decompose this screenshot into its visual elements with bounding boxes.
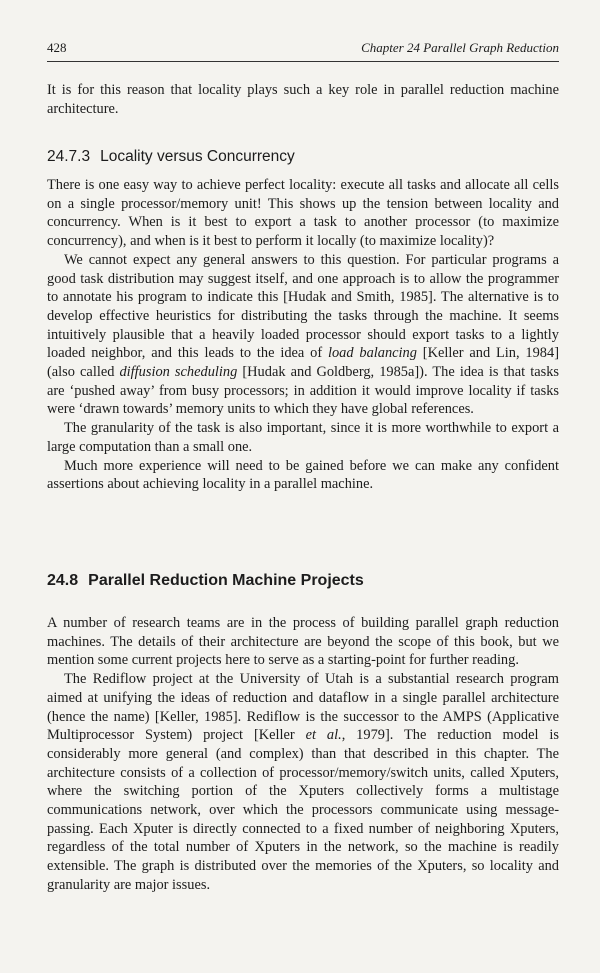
- paragraph-projects-1: A number of research teams are in the process of building parallel graph reduction machines. The details of their architecture are beyond the scope of this book, but we mention some current projects here to serve as a starting-point for further reading.: [47, 615, 559, 669]
- subsection-body: [47, 176, 559, 494]
- paragraph-text: We cannot expect any general answers to this question. For particular programs a good task distribution may suggest itself, and one approach is to allow the programmer to annotate his program to indicate this [Hudak and Smith, 1985]. The alternative is to develop effective heuristics for distributing the tasks through the machine. It seems intuitively plausible that a heavily loaded processor should export tasks to a lightly loaded neighbor, and this leads to the idea of: [47, 251, 559, 362]
- intro-paragraph: It is for this reason that locality plays such a key role in parallel reduction machine architecture.: [47, 82, 559, 117]
- paragraph-text: [Keller and Lin, 1984] (also called: [47, 345, 559, 381]
- section-heading: [47, 571, 364, 591]
- paragraph-locality-1: There is one easy way to achieve perfect locality: execute all tasks and allocate all cells on a single processor/memory unit! This shows up the tension between locality and concurrency. When is it best to export a task to another processor (to maximize concurrency), and when is it best to perform it locally (to maximize locality)?: [47, 177, 559, 250]
- page-number: 428: [47, 40, 67, 55]
- paragraph-locality-2: [47, 251, 559, 419]
- paragraph-projects-2: [47, 670, 559, 894]
- paragraph-locality-4: Much more experience will need to be gained before we can make any confident assertions about achieving locality in a parallel machine.: [47, 457, 559, 493]
- subsection-title: Locality versus Concurrency: [100, 148, 295, 165]
- paragraph-text: The Rediflow project at the University of Utah is a substantial research program aimed at unifying the ideas of reduction and dataflow in a single parallel architecture (hence the name) [Keller, 1985]. Rediflow is the successor to the AMPS (Applicative Multiprocessor System) project [Keller: [47, 671, 559, 744]
- running-head: [47, 40, 559, 58]
- section-body: [47, 614, 559, 895]
- chapter-title: Chapter 24 Parallel Graph Reduction: [361, 40, 559, 55]
- term-diffusion-scheduling: diffusion scheduling: [119, 364, 238, 381]
- term-load-balancing: load balancing: [327, 345, 417, 362]
- header-rule: [47, 61, 559, 62]
- section-title: Parallel Reduction Machine Projects: [88, 572, 364, 589]
- subsection-number: 24.7.3: [47, 148, 91, 165]
- section-number: 24.8: [47, 572, 79, 589]
- paragraph-text: [Hudak and Goldberg, 1985a]). The idea is that tasks are ‘pushed away’ from busy processors; in addition it would improve locality if tasks were ‘drawn towards’ memory units to which they have global references.: [47, 364, 559, 418]
- paragraph-locality-3: The granularity of the task is also important, since it is more worthwhile to export a large computation than a small one.: [47, 420, 559, 455]
- subsection-heading: [47, 147, 295, 167]
- term-et-al: et al.: [305, 727, 342, 744]
- paragraph-text: , 1979]. The reduction model is considerably more general (and complex) than that described in this chapter. The architecture consists of a collection of processor/memory/switch units, called Xputers, where the switching portion of the Xputers collectively forms a multistage communications network, over which the processors communicate using message-passing. Each Xputer is directly connected to a fixed number of neighboring Xputers, regardless of the total number of Xputers in the network, so the machine is readily extensible. The graph is distributed over the memories of the Xputers, so locality and granularity are major issues.: [47, 727, 559, 893]
- intro-text: [47, 81, 559, 118]
